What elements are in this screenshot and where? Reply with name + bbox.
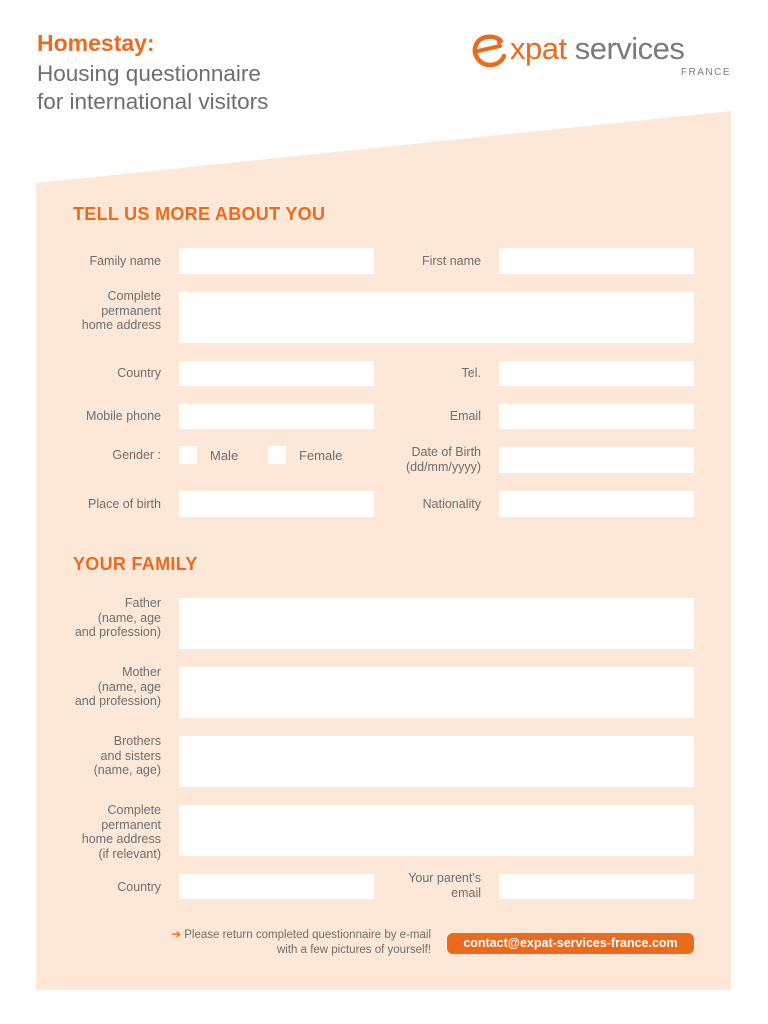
arrow-right-icon: ➔ — [171, 929, 182, 941]
nationality-input[interactable] — [499, 491, 694, 517]
first-name-input[interactable] — [499, 248, 694, 274]
country-input[interactable] — [179, 361, 374, 386]
label-parent-email: Your parent's email — [408, 871, 481, 900]
label-family-country: Country — [117, 880, 161, 894]
gender-male-checkbox[interactable] — [179, 446, 197, 464]
label-mobile-phone: Mobile phone — [85, 409, 161, 423]
section-title-about: TELL US MORE ABOUT YOU — [73, 204, 326, 224]
subtitle-line-2: for international visitors — [37, 89, 269, 114]
label-father: Father (name, age and profession) — [74, 596, 161, 639]
family-name-input[interactable] — [179, 248, 374, 274]
label-first-name: First name — [421, 254, 481, 268]
label-email: Email — [449, 409, 481, 423]
label-gender: Gender : — [112, 448, 161, 462]
label-tel: Tel. — [461, 366, 481, 380]
label-mother: Mother (name, age and profession) — [74, 665, 161, 708]
home-address-input[interactable] — [179, 292, 694, 343]
section-title-family: YOUR FAMILY — [73, 554, 198, 574]
label-date-of-birth: Date of Birth (dd/mm/yyyy) — [406, 445, 481, 474]
date-of-birth-input[interactable] — [499, 447, 694, 473]
logo-accent-letters: xpat — [510, 31, 567, 66]
return-instructions-text: Please return completed questionnaire by e-mail with a few pictures of yourself! — [184, 929, 431, 956]
tel-input[interactable] — [499, 361, 694, 386]
page-title: Homestay: — [37, 30, 155, 56]
label-siblings: Brothers and sisters (name, age) — [93, 734, 161, 777]
gender-female-checkbox[interactable] — [268, 446, 286, 464]
place-of-birth-input[interactable] — [179, 491, 374, 517]
label-family-name: Family name — [89, 254, 161, 268]
label-home-address: Complete permanent home address — [81, 289, 161, 332]
gender-female-label: Female — [299, 448, 343, 463]
family-country-input[interactable] — [179, 874, 374, 899]
father-input[interactable] — [179, 598, 694, 649]
email-input[interactable] — [499, 404, 694, 429]
label-place-of-birth: Place of birth — [88, 497, 161, 511]
label-country: Country — [117, 366, 161, 380]
return-instructions — [150, 928, 431, 958]
mother-input[interactable] — [179, 667, 694, 718]
family-address-input[interactable] — [179, 805, 694, 856]
contact-email-link[interactable]: contact@expat-services-france.com — [447, 933, 694, 954]
label-family-address: Complete permanent home address (if relevant) — [81, 803, 161, 861]
parent-email-input[interactable] — [499, 874, 694, 899]
mobile-phone-input[interactable] — [179, 404, 374, 429]
siblings-input[interactable] — [179, 736, 694, 787]
gender-male-label: Male — [210, 448, 239, 463]
logo-country: FRANCE — [680, 67, 731, 78]
logo-services-word: services — [574, 31, 685, 66]
label-nationality: Nationality — [422, 497, 481, 511]
subtitle-line-1: Housing questionnaire — [37, 61, 261, 86]
